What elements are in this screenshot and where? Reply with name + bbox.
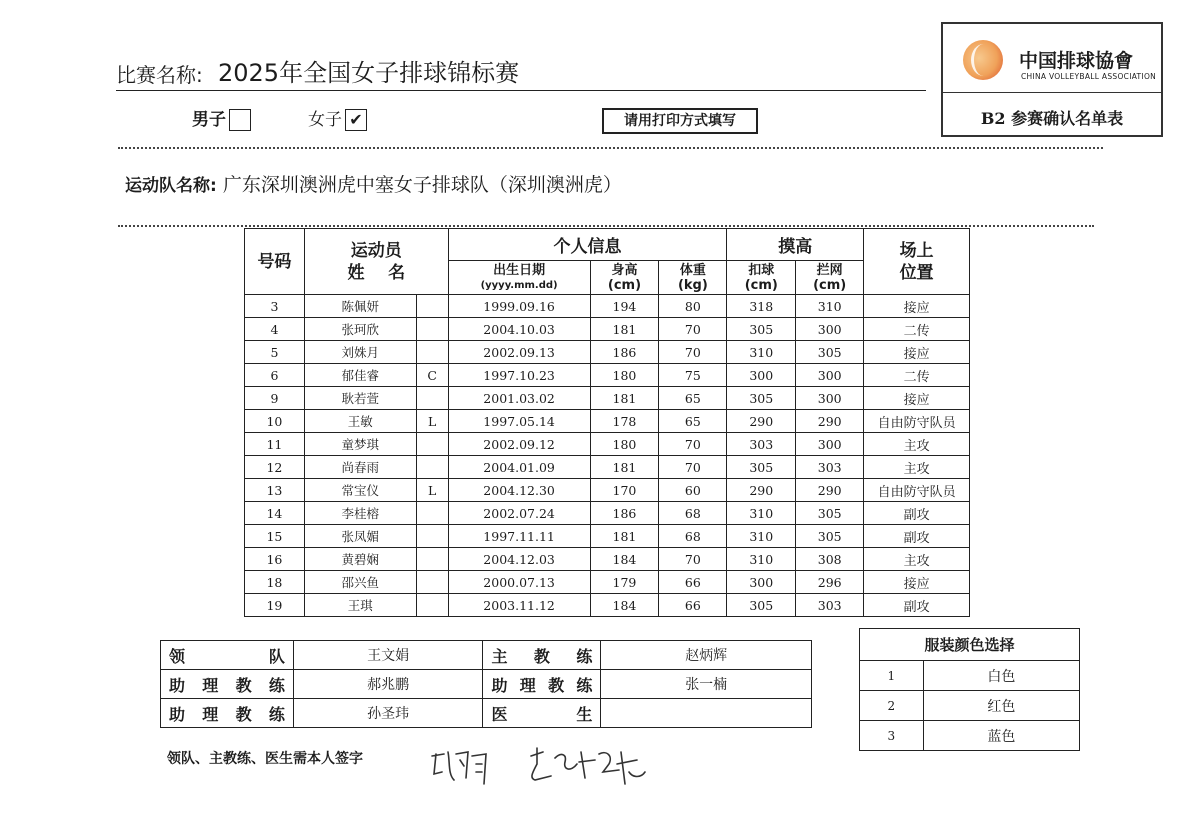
player-role-mark bbox=[416, 318, 448, 341]
player-position: 主攻 bbox=[864, 433, 970, 456]
player-weight: 70 bbox=[659, 341, 727, 364]
uniform-option-number: 3 bbox=[860, 721, 924, 751]
player-height: 184 bbox=[590, 548, 659, 571]
player-name: 陈佩妍 bbox=[304, 295, 416, 318]
association-logo-box bbox=[941, 22, 1163, 137]
player-position: 副攻 bbox=[864, 594, 970, 617]
player-weight: 66 bbox=[659, 571, 727, 594]
player-position: 自由防守队员 bbox=[864, 410, 970, 433]
player-block-reach: 310 bbox=[796, 295, 864, 318]
player-spike-reach: 290 bbox=[727, 410, 796, 433]
competition-name: 2025年全国女子排球锦标赛 bbox=[218, 59, 520, 87]
player-spike-reach: 318 bbox=[727, 295, 796, 318]
player-spike-reach: 300 bbox=[727, 364, 796, 387]
player-birth-date: 1999.09.16 bbox=[448, 295, 590, 318]
assistant-coach-role-1 bbox=[161, 670, 294, 699]
player-height: 181 bbox=[590, 318, 659, 341]
player-name: 黄碧娴 bbox=[304, 548, 416, 571]
head-coach-role bbox=[483, 641, 601, 670]
doctor-role-label: 医 生 bbox=[491, 704, 593, 724]
player-spike-reach: 310 bbox=[727, 525, 796, 548]
leader-role bbox=[161, 641, 294, 670]
team-label: 运动队名称: bbox=[125, 176, 217, 196]
player-birth-date: 2002.09.12 bbox=[448, 433, 590, 456]
player-birth-date: 2004.12.30 bbox=[448, 479, 590, 502]
player-number: 9 bbox=[245, 387, 305, 410]
player-birth-date: 2002.09.13 bbox=[448, 341, 590, 364]
player-block-reach: 305 bbox=[796, 502, 864, 525]
player-name: 刘姝月 bbox=[304, 341, 416, 364]
player-birth-date: 2004.12.03 bbox=[448, 548, 590, 571]
player-position: 接应 bbox=[864, 387, 970, 410]
player-name: 张凤媚 bbox=[304, 525, 416, 548]
doctor-role bbox=[483, 699, 601, 728]
player-name: 尚春雨 bbox=[304, 456, 416, 479]
player-birth-date: 2003.11.12 bbox=[448, 594, 590, 617]
table-row bbox=[245, 456, 970, 479]
women-checkbox[interactable]: ✔ bbox=[345, 109, 367, 131]
player-height: 194 bbox=[590, 295, 659, 318]
uniform-option-number: 1 bbox=[860, 661, 924, 691]
table-row bbox=[245, 387, 970, 410]
assistant-coach-name-3: 孙圣玮 bbox=[293, 699, 483, 728]
table-row bbox=[245, 318, 970, 341]
women-label: 女子 bbox=[308, 110, 342, 130]
table-row bbox=[245, 410, 970, 433]
assistant-coach-name-1: 郝兆鹏 bbox=[293, 670, 483, 699]
player-position: 接应 bbox=[864, 295, 970, 318]
player-weight: 75 bbox=[659, 364, 727, 387]
header-height-unit: (cm) bbox=[607, 277, 642, 293]
uniform-option[interactable] bbox=[860, 721, 1080, 751]
uniform-title: 服装颜色选择 bbox=[860, 629, 1080, 661]
player-name: 王敏 bbox=[304, 410, 416, 433]
player-weight: 65 bbox=[659, 410, 727, 433]
player-weight: 66 bbox=[659, 594, 727, 617]
table-row bbox=[245, 433, 970, 456]
header-athlete-line2: 姓 名 bbox=[347, 262, 406, 283]
player-name: 邵兴鱼 bbox=[304, 571, 416, 594]
player-name: 耿若萱 bbox=[304, 387, 416, 410]
player-position: 接应 bbox=[864, 341, 970, 364]
player-number: 12 bbox=[245, 456, 305, 479]
header-height-label: 身高 bbox=[611, 262, 638, 278]
player-role-mark bbox=[416, 548, 448, 571]
table-row bbox=[245, 479, 970, 502]
player-number: 10 bbox=[245, 410, 305, 433]
table-row bbox=[245, 364, 970, 387]
dotted-divider-1 bbox=[118, 147, 1103, 149]
player-height: 186 bbox=[590, 341, 659, 364]
player-number: 16 bbox=[245, 548, 305, 571]
men-label: 男子 bbox=[192, 110, 226, 130]
player-number: 4 bbox=[245, 318, 305, 341]
player-block-reach: 300 bbox=[796, 318, 864, 341]
player-number: 5 bbox=[245, 341, 305, 364]
player-number: 14 bbox=[245, 502, 305, 525]
player-number: 6 bbox=[245, 364, 305, 387]
player-position: 主攻 bbox=[864, 456, 970, 479]
association-name-en: CHINA VOLLEYBALL ASSOCIATION bbox=[1021, 72, 1157, 81]
logo-stripe bbox=[971, 44, 996, 76]
player-name: 郁佳睿 bbox=[304, 364, 416, 387]
player-position: 二传 bbox=[864, 364, 970, 387]
header-spike bbox=[727, 261, 796, 295]
doctor-name bbox=[601, 699, 812, 728]
player-block-reach: 305 bbox=[796, 341, 864, 364]
table-row bbox=[245, 525, 970, 548]
table-row bbox=[245, 502, 970, 525]
player-number: 15 bbox=[245, 525, 305, 548]
player-weight: 80 bbox=[659, 295, 727, 318]
player-height: 180 bbox=[590, 433, 659, 456]
form-title: B2 参赛确认名单表 bbox=[980, 109, 1124, 128]
player-weight: 68 bbox=[659, 525, 727, 548]
player-birth-date: 2004.10.03 bbox=[448, 318, 590, 341]
header-birth-format: (yyyy.mm.dd) bbox=[480, 279, 558, 291]
player-block-reach: 300 bbox=[796, 433, 864, 456]
assistant-coach-name-2: 张一楠 bbox=[601, 670, 812, 699]
player-block-reach: 290 bbox=[796, 410, 864, 433]
player-role-mark bbox=[416, 594, 448, 617]
header-weight bbox=[659, 261, 727, 295]
uniform-color-table bbox=[859, 628, 1080, 751]
player-spike-reach: 310 bbox=[727, 341, 796, 364]
player-spike-reach: 303 bbox=[727, 433, 796, 456]
player-block-reach: 290 bbox=[796, 479, 864, 502]
player-position: 副攻 bbox=[864, 525, 970, 548]
player-block-reach: 303 bbox=[796, 456, 864, 479]
player-position: 接应 bbox=[864, 571, 970, 594]
player-spike-reach: 305 bbox=[727, 318, 796, 341]
player-height: 181 bbox=[590, 456, 659, 479]
header-number: 号码 bbox=[245, 229, 305, 295]
player-block-reach: 308 bbox=[796, 548, 864, 571]
player-height: 178 bbox=[590, 410, 659, 433]
logo-divider bbox=[943, 92, 1161, 93]
header-athlete-line1: 运动员 bbox=[350, 240, 402, 261]
player-height: 184 bbox=[590, 594, 659, 617]
header-height bbox=[590, 261, 659, 295]
player-block-reach: 300 bbox=[796, 387, 864, 410]
player-block-reach: 303 bbox=[796, 594, 864, 617]
player-block-reach: 296 bbox=[796, 571, 864, 594]
player-role-mark bbox=[416, 502, 448, 525]
player-role-mark: L bbox=[416, 410, 448, 433]
head-coach-name: 赵炳辉 bbox=[601, 641, 812, 670]
header-position bbox=[864, 229, 970, 295]
roster-table bbox=[244, 228, 970, 617]
competition-row bbox=[116, 56, 926, 91]
player-role-mark bbox=[416, 295, 448, 318]
player-height: 181 bbox=[590, 387, 659, 410]
uniform-option-color: 蓝色 bbox=[923, 721, 1079, 751]
player-weight: 70 bbox=[659, 318, 727, 341]
uniform-option[interactable] bbox=[860, 661, 1080, 691]
player-height: 180 bbox=[590, 364, 659, 387]
table-row bbox=[245, 295, 970, 318]
player-role-mark bbox=[416, 341, 448, 364]
player-birth-date: 2004.01.09 bbox=[448, 456, 590, 479]
player-name: 李桂榕 bbox=[304, 502, 416, 525]
player-spike-reach: 305 bbox=[727, 387, 796, 410]
player-role-mark: C bbox=[416, 364, 448, 387]
women-option bbox=[308, 105, 367, 131]
print-note: 请用打印方式填写 bbox=[602, 108, 758, 134]
header-position-line1: 场上 bbox=[899, 240, 934, 261]
player-block-reach: 300 bbox=[796, 364, 864, 387]
signature-label: 领队、主教练、医生需本人签字 bbox=[167, 751, 363, 767]
header-block bbox=[796, 261, 864, 295]
table-row bbox=[245, 594, 970, 617]
dotted-divider-2 bbox=[118, 225, 1094, 227]
player-height: 186 bbox=[590, 502, 659, 525]
player-birth-date: 1997.05.14 bbox=[448, 410, 590, 433]
player-spike-reach: 310 bbox=[727, 548, 796, 571]
header-birth bbox=[448, 261, 590, 295]
player-weight: 70 bbox=[659, 456, 727, 479]
player-height: 170 bbox=[590, 479, 659, 502]
player-birth-date: 2000.07.13 bbox=[448, 571, 590, 594]
player-block-reach: 305 bbox=[796, 525, 864, 548]
team-row bbox=[125, 170, 622, 197]
table-row bbox=[245, 571, 970, 594]
team-name: 广东深圳澳洲虎中塞女子排球队（深圳澳洲虎） bbox=[222, 174, 622, 196]
player-birth-date: 1997.10.23 bbox=[448, 364, 590, 387]
roster-rows bbox=[245, 295, 970, 617]
association-name-cn: 中国排球協會 bbox=[1019, 50, 1134, 72]
player-position: 副攻 bbox=[864, 502, 970, 525]
head-coach-role-label: 主 教 练 bbox=[491, 646, 593, 666]
header-athlete bbox=[304, 229, 448, 295]
player-height: 181 bbox=[590, 525, 659, 548]
men-checkbox[interactable] bbox=[229, 109, 251, 131]
header-birth-label: 出生日期 bbox=[493, 262, 546, 278]
leader-name: 王文娟 bbox=[293, 641, 483, 670]
table-row bbox=[245, 548, 970, 571]
player-position: 二传 bbox=[864, 318, 970, 341]
table-row bbox=[245, 341, 970, 364]
uniform-option-color: 红色 bbox=[923, 691, 1079, 721]
player-weight: 68 bbox=[659, 502, 727, 525]
player-spike-reach: 290 bbox=[727, 479, 796, 502]
player-role-mark bbox=[416, 433, 448, 456]
player-name: 常宝仪 bbox=[304, 479, 416, 502]
header-block-label: 拦网 bbox=[816, 262, 843, 278]
player-role-mark bbox=[416, 525, 448, 548]
player-name: 王琪 bbox=[304, 594, 416, 617]
player-role-mark bbox=[416, 456, 448, 479]
player-birth-date: 2002.07.24 bbox=[448, 502, 590, 525]
player-spike-reach: 300 bbox=[727, 571, 796, 594]
player-spike-reach: 310 bbox=[727, 502, 796, 525]
header-weight-label: 体重 bbox=[679, 262, 706, 278]
player-name: 童梦琪 bbox=[304, 433, 416, 456]
player-role-mark bbox=[416, 387, 448, 410]
player-weight: 70 bbox=[659, 548, 727, 571]
player-number: 13 bbox=[245, 479, 305, 502]
men-option bbox=[192, 105, 251, 131]
header-spike-label: 扣球 bbox=[748, 262, 775, 278]
player-position: 主攻 bbox=[864, 548, 970, 571]
player-number: 18 bbox=[245, 571, 305, 594]
assistant-role-label: 助 理 教 练 bbox=[169, 704, 285, 724]
header-weight-unit: (kg) bbox=[677, 277, 708, 293]
header-spike-unit: (cm) bbox=[744, 277, 778, 293]
player-number: 3 bbox=[245, 295, 305, 318]
player-name: 张珂欣 bbox=[304, 318, 416, 341]
player-birth-date: 1997.11.11 bbox=[448, 525, 590, 548]
header-personal-info: 个人信息 bbox=[448, 229, 727, 261]
header-block-unit: (cm) bbox=[813, 277, 847, 293]
uniform-option-color: 白色 bbox=[923, 661, 1079, 691]
assistant-role-label: 助 理 教 练 bbox=[491, 675, 593, 695]
assistant-coach-role-2 bbox=[483, 670, 601, 699]
player-weight: 70 bbox=[659, 433, 727, 456]
assistant-coach-role-3 bbox=[161, 699, 294, 728]
player-spike-reach: 305 bbox=[727, 456, 796, 479]
player-weight: 60 bbox=[659, 479, 727, 502]
header-reach: 摸高 bbox=[727, 229, 864, 261]
player-spike-reach: 305 bbox=[727, 594, 796, 617]
leader-role-label: 领 队 bbox=[169, 646, 285, 666]
player-position: 自由防守队员 bbox=[864, 479, 970, 502]
uniform-option-number: 2 bbox=[860, 691, 924, 721]
assistant-role-label: 助 理 教 练 bbox=[169, 675, 285, 695]
player-birth-date: 2001.03.02 bbox=[448, 387, 590, 410]
player-height: 179 bbox=[590, 571, 659, 594]
staff-table bbox=[160, 640, 812, 728]
player-role-mark bbox=[416, 571, 448, 594]
competition-label: 比赛名称: bbox=[116, 63, 203, 87]
header-position-line2: 位置 bbox=[899, 262, 934, 283]
player-number: 19 bbox=[245, 594, 305, 617]
player-role-mark: L bbox=[416, 479, 448, 502]
leader-signature bbox=[428, 744, 498, 790]
player-number: 11 bbox=[245, 433, 305, 456]
uniform-option[interactable] bbox=[860, 691, 1080, 721]
player-weight: 65 bbox=[659, 387, 727, 410]
head-coach-signature bbox=[525, 742, 650, 792]
